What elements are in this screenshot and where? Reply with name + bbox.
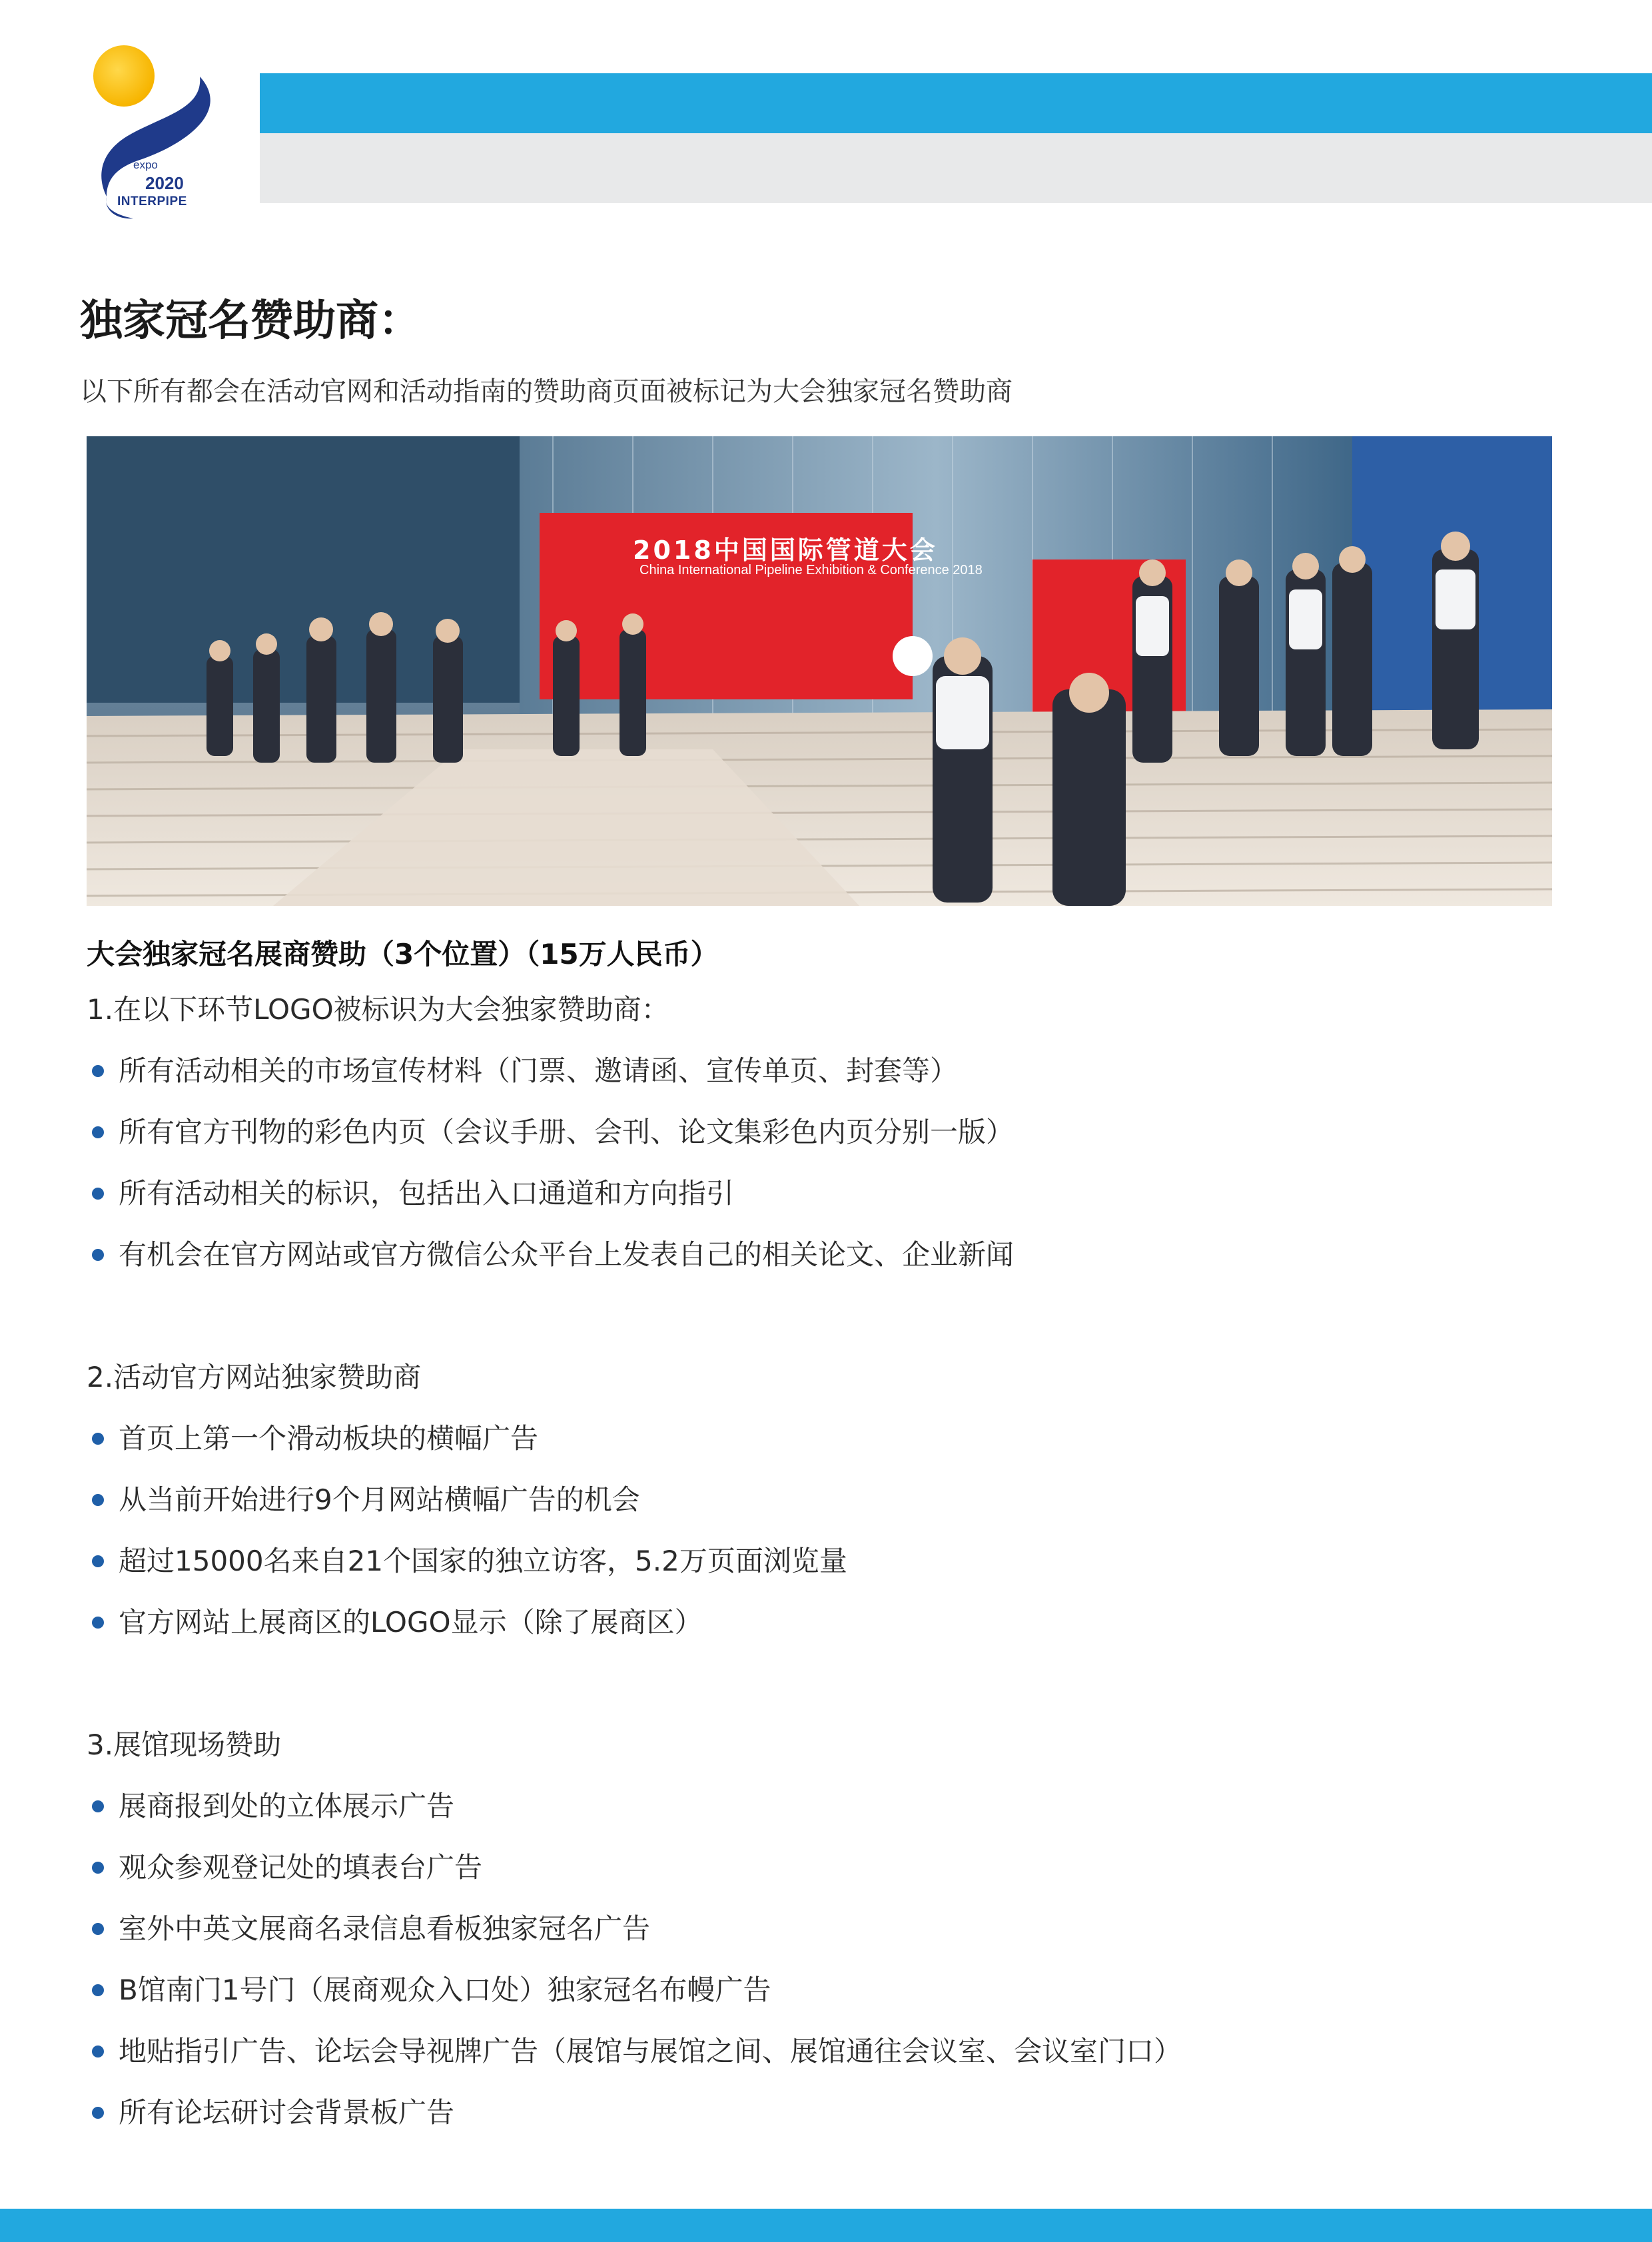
list-item xyxy=(87,1102,1552,1163)
list-item xyxy=(87,1898,1552,1960)
list-item-text: 所有活动相关的市场宣传材料（门票、邀请函、宣传单页、封套等） xyxy=(119,1054,959,1087)
list-item-text: 观众参观登记处的填表台广告 xyxy=(119,1851,483,1884)
bullet-dot-icon xyxy=(92,1555,104,1567)
list-item xyxy=(87,1592,1552,1653)
bullet-dot-icon xyxy=(92,1923,104,1935)
bullet-dot-icon xyxy=(92,1984,104,1996)
list-item-text: 从当前开始进行9个月网站横幅广告的机会 xyxy=(119,1483,640,1516)
list-item-text: 展商报到处的立体展示广告 xyxy=(119,1790,455,1822)
list-item xyxy=(87,1776,1552,1837)
list-item xyxy=(87,1224,1552,1286)
event-photo xyxy=(87,436,1552,906)
banner-title: 2018中国国际管道大会 xyxy=(633,536,938,565)
bullet-dot-icon xyxy=(92,1800,104,1812)
sponsorship-heading: 大会独家冠名展商赞助（3个位置）（15万人民币） xyxy=(87,938,719,970)
bullet-dot-icon xyxy=(92,1494,104,1506)
list-item-text: 超过15000名来自21个国家的独立访客，5.2万页面浏览量 xyxy=(119,1545,847,1577)
bullet-dot-icon xyxy=(92,1862,104,1874)
header-blue-bar xyxy=(260,73,1652,133)
page-title: 独家冠名赞助商： xyxy=(80,296,421,346)
list-item xyxy=(87,1040,1552,1102)
list-item xyxy=(87,2021,1552,2082)
bullet-dot-icon xyxy=(92,1126,104,1138)
bullet-dot-icon xyxy=(92,1065,104,1077)
list-item xyxy=(87,1408,1552,1469)
list-item xyxy=(87,1531,1552,1592)
expo-logo xyxy=(67,40,226,220)
bullet-dot-icon xyxy=(92,1433,104,1445)
list-item-text: 所有论坛研讨会背景板广告 xyxy=(119,2096,455,2129)
list-item-text: 所有官方刊物的彩色内页（会议手册、会刊、论文集彩色内页分别一版） xyxy=(119,1116,1015,1148)
list-item-text: 首页上第一个滑动板块的横幅广告 xyxy=(119,1422,539,1455)
bullet-dot-icon xyxy=(92,1617,104,1629)
bullet-dot-icon xyxy=(92,2046,104,2057)
sponsorship-details xyxy=(87,929,1552,2143)
bullet-dot-icon xyxy=(92,2107,104,2119)
page-subtitle: 以下所有都会在活动官网和活动指南的赞助商页面被标记为大会独家冠名赞助商 xyxy=(80,376,1013,407)
list-item-text: 所有活动相关的标识，包括出入口通道和方向指引 xyxy=(119,1177,735,1210)
list-item xyxy=(87,2082,1552,2143)
spacer xyxy=(87,1286,1552,1347)
bullet-dot-icon xyxy=(92,1188,104,1200)
list-item-text: 地贴指引广告、论坛会导视牌广告（展馆与展馆之间、展馆通往会议室、会议室门口） xyxy=(119,2035,1182,2067)
section-title: 3.展馆现场赞助 xyxy=(87,1728,282,1761)
list-item xyxy=(87,1163,1552,1224)
spacer xyxy=(87,1653,1552,1714)
list-item xyxy=(87,1960,1552,2021)
logo-expo-text: expo xyxy=(133,159,158,171)
bullet-dot-icon xyxy=(92,1249,104,1261)
list-item xyxy=(87,1837,1552,1898)
section-title: 2.活动官方网站独家赞助商 xyxy=(87,1361,422,1393)
list-item xyxy=(87,1469,1552,1531)
list-item-text: 官方网站上展商区的LOGO显示（除了展商区） xyxy=(119,1606,703,1639)
list-item-text: B馆南门1号门（展商观众入口处）独家冠名布幔广告 xyxy=(119,1974,771,2006)
banner-subtitle: China International Pipeline Exhibition & Conference 2018 xyxy=(639,563,983,577)
list-item-text: 有机会在官方网站或官方微信公众平台上发表自己的相关论文、企业新闻 xyxy=(119,1238,1015,1271)
list-item-text: 室外中英文展商名录信息看板独家冠名广告 xyxy=(119,1912,651,1945)
section-title: 1.在以下环节LOGO被标识为大会独家赞助商： xyxy=(87,993,669,1026)
footer-blue-bar xyxy=(0,2209,1652,2242)
header-gray-bar xyxy=(260,133,1652,203)
logo-name-text: INTERPIPE xyxy=(117,194,187,208)
logo-year-text: 2020 xyxy=(145,173,184,193)
